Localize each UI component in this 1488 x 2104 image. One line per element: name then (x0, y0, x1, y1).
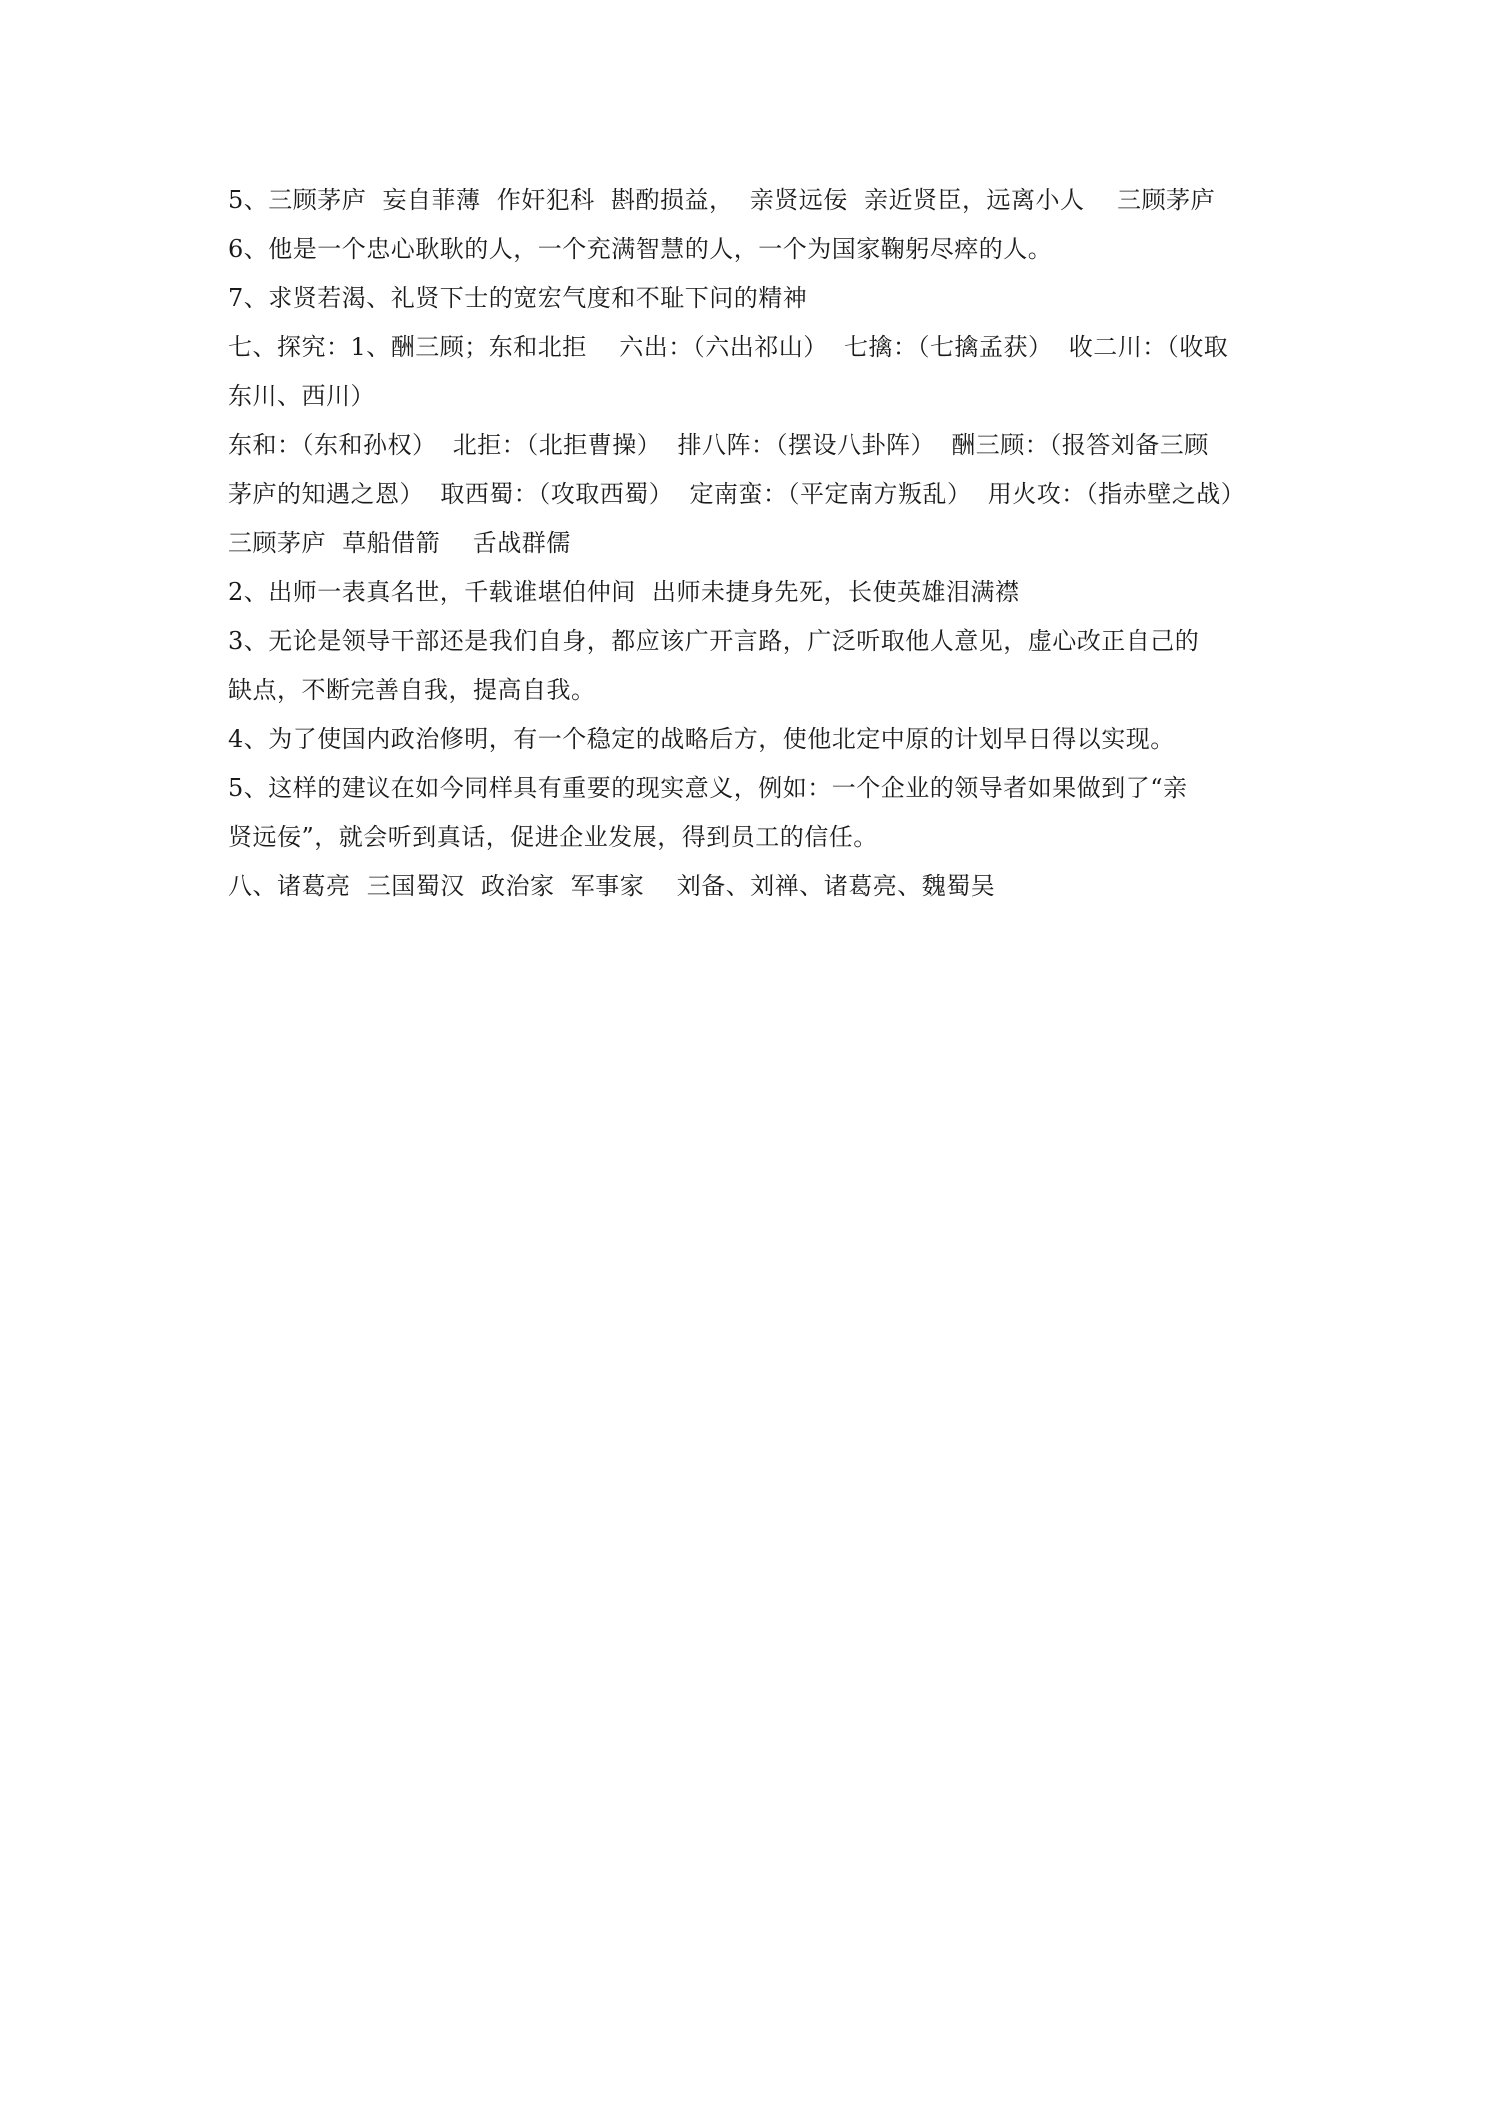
text-line: 七、探究：1、酬三顾；东和北拒 六出：（六出祁山） 七擒：（七擒孟获） 收二川：（收取 (228, 333, 1229, 361)
text-line: 4、为了使国内政治修明，有一个稳定的战略后方，使他北定中原的计划早日得以实现。 (228, 725, 1175, 753)
text-line: 三顾茅庐 草船借箭 舌战群儒 (228, 529, 571, 557)
text-line: 3、无论是领导干部还是我们自身，都应该广开言路，广泛听取他人意见，虚心改正自己的 (228, 627, 1200, 655)
text-line: 东川、西川） (228, 382, 375, 410)
text-line: 5、三顾茅庐 妄自菲薄 作奸犯科 斟酌损益， 亲贤远佞 亲近贤臣，远离小人 三顾茅庐 (228, 186, 1216, 214)
text-line: 缺点，不断完善自我，提高自我。 (228, 676, 596, 704)
text-line: 5、这样的建议在如今同样具有重要的现实意义，例如：一个企业的领导者如果做到了“亲 (228, 774, 1188, 802)
text-line: 6、他是一个忠心耿耿的人，一个充满智慧的人，一个为国家鞠躬尽瘁的人。 (228, 235, 1053, 263)
text-line: 贤远佞”，就会听到真话，促进企业发展，得到员工的信任。 (228, 823, 878, 851)
text-line: 东和：（东和孙权） 北拒：（北拒曹操） 排八阵：（摆设八卦阵） 酬三顾：（报答刘备三顾 (228, 431, 1209, 459)
text-line: 7、求贤若渴、礼贤下士的宽宏气度和不耻下问的精神 (228, 284, 808, 312)
text-line: 八、诸葛亮 三国蜀汉 政治家 军事家 刘备、刘禅、诸葛亮、魏蜀吴 (228, 872, 996, 900)
document-body (228, 176, 1274, 911)
text-line: 2、出师一表真名世，千载谁堪伯仲间 出师未捷身先死，长使英雄泪满襟 (228, 578, 1020, 606)
text-line: 茅庐的知遇之恩） 取西蜀：（攻取西蜀） 定南蛮：（平定南方叛乱） 用火攻：（指赤壁之战） (228, 480, 1246, 508)
